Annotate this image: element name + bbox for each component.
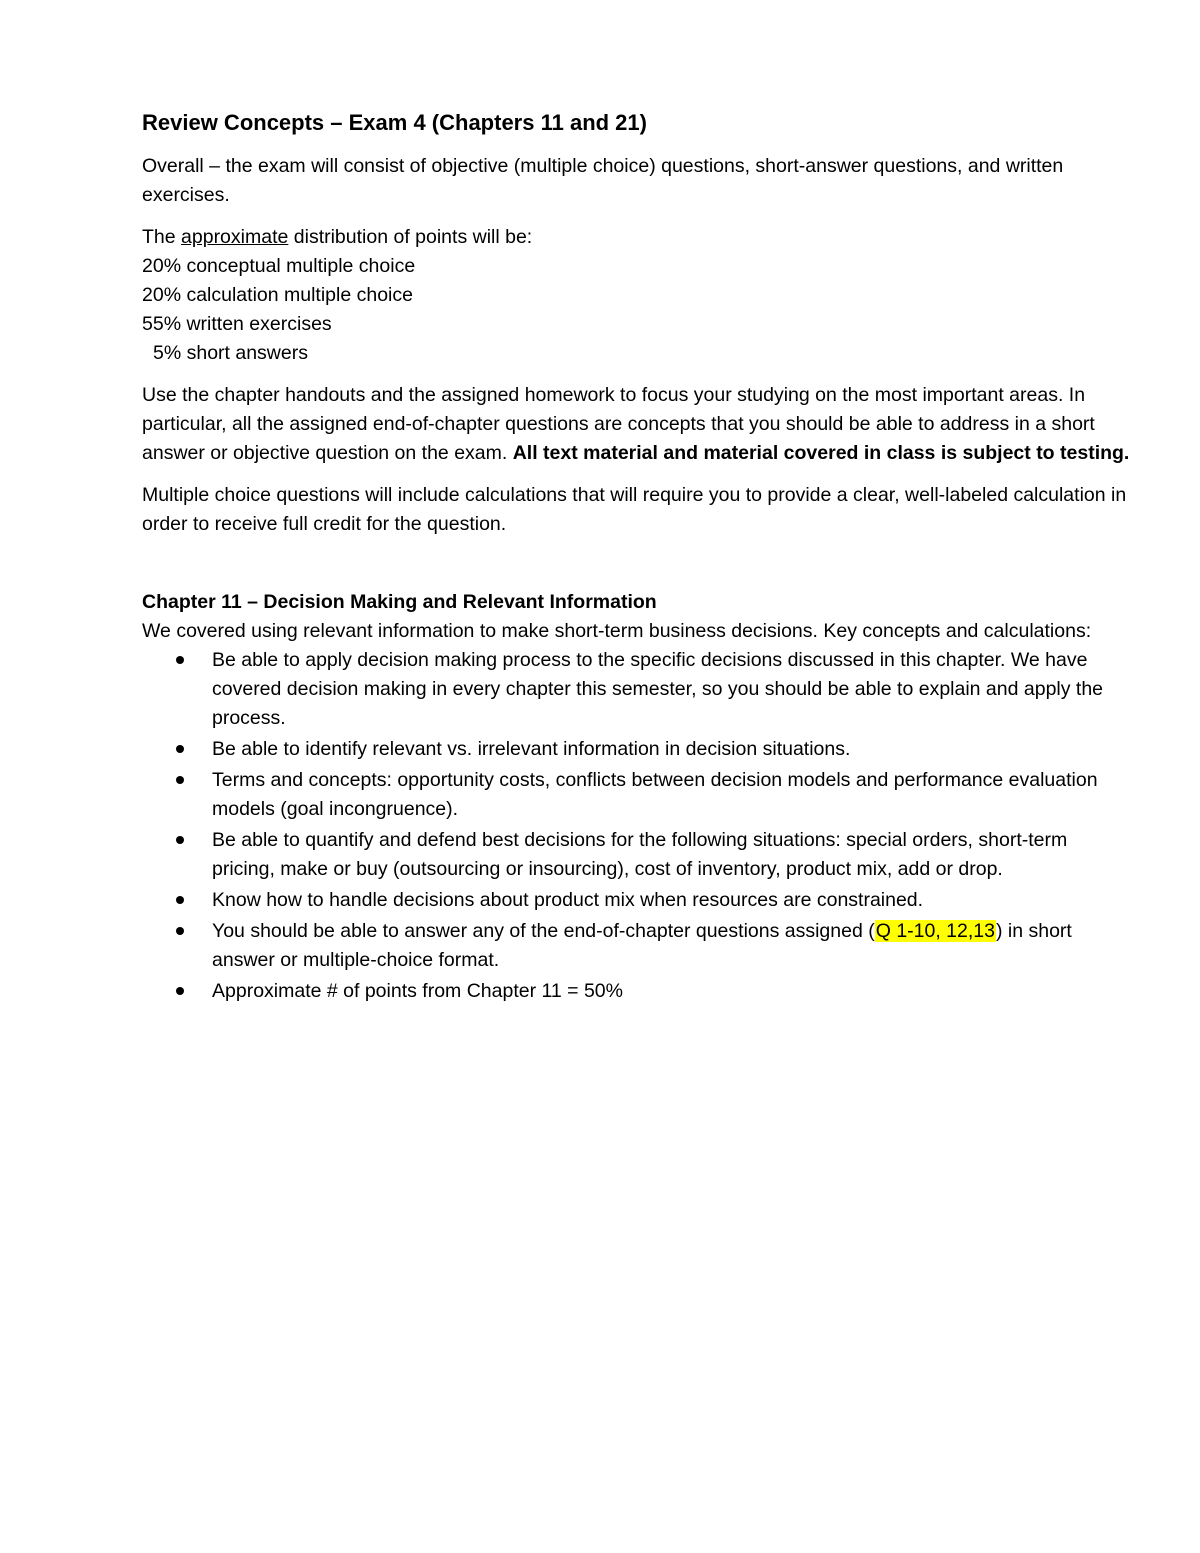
list-item xyxy=(142,886,1132,915)
list-item-text xyxy=(212,920,1072,971)
chapter-11-section xyxy=(142,588,1132,1006)
distribution-intro-before: The xyxy=(142,226,182,248)
list-item xyxy=(142,735,1132,764)
bullet-icon xyxy=(176,656,184,664)
study-note-text: Use the chapter handouts and the assigned homework to focus your studying on the most important areas. In particular, all the assigned end-of-chapter questions are concepts that you should be able to address in a short answer or objective question on the exam. xyxy=(142,384,1095,464)
chapter-11-heading: Chapter 11 – Decision Making and Relevant Information xyxy=(142,591,657,613)
list-item xyxy=(142,766,1132,824)
list-item-text: Approximate # of points from Chapter 11 = 50% xyxy=(212,980,623,1002)
list-item-text: Be able to apply decision making process to the specific decisions discussed in this chapter. We have covered decision making in every chapter this semester, so you should be able to explain and apply the process. xyxy=(212,649,1104,729)
chapter-11-intro: We covered using relevant information to make short-term business decisions. Key concepts and calculations: xyxy=(142,620,1092,642)
list-item xyxy=(142,826,1132,884)
document-page xyxy=(142,108,1132,1008)
list-item-text: Terms and concepts: opportunity costs, conflicts between decision models and performance evaluation models (goal incongruence). xyxy=(212,769,1098,820)
bullet-icon xyxy=(176,776,184,784)
study-note-paragraph xyxy=(142,381,1132,468)
document-title: Review Concepts – Exam 4 (Chapters 11 and 21) xyxy=(142,110,647,135)
bullet-icon xyxy=(176,896,184,904)
section-spacer xyxy=(142,552,1132,588)
chapter-11-bullet-list xyxy=(142,646,1132,1006)
distribution-item: 5% short answers xyxy=(153,342,308,364)
questions-text-after: ) in short answer or multiple-choice format. xyxy=(212,920,1072,971)
list-item-text: Be able to quantify and defend best decisions for the following situations: special orders, short-term pricing, make or buy (outsourcing or insourcing), cost of inventory, product mix, add or drop. xyxy=(212,829,1068,880)
bullet-icon xyxy=(176,987,184,995)
distribution-intro-underlined: approximate xyxy=(181,226,289,248)
list-item xyxy=(142,977,1132,1006)
bullet-icon xyxy=(176,836,184,844)
bullet-icon xyxy=(176,927,184,935)
list-item xyxy=(142,917,1132,975)
distribution-item: 20% conceptual multiple choice xyxy=(142,255,416,277)
list-item xyxy=(142,646,1132,733)
distribution-item: 20% calculation multiple choice xyxy=(142,284,413,306)
multiple-choice-note: Multiple choice questions will include calculations that will require you to provide a clear, well-labeled calculation in order to receive full credit for the question. xyxy=(142,484,1127,535)
distribution-intro xyxy=(142,223,1132,252)
bullet-icon xyxy=(176,745,184,753)
distribution-item: 55% written exercises xyxy=(142,313,332,335)
questions-text-before: You should be able to answer any of the end-of-chapter questions assigned ( xyxy=(212,920,875,942)
list-item-text: Know how to handle decisions about product mix when resources are constrained. xyxy=(212,889,924,911)
overall-paragraph: Overall – the exam will consist of objective (multiple choice) questions, short-answer questions, and written exercises. xyxy=(142,155,1064,206)
list-item-text: Be able to identify relevant vs. irrelevant information in decision situations. xyxy=(212,738,851,760)
distribution-intro-after: distribution of points will be: xyxy=(288,226,533,248)
study-note-bold: All text material and material covered in class is subject to testing. xyxy=(512,442,1130,464)
highlighted-question-range: Q 1-10, 12,13 xyxy=(875,920,995,942)
distribution-block xyxy=(142,223,1132,368)
